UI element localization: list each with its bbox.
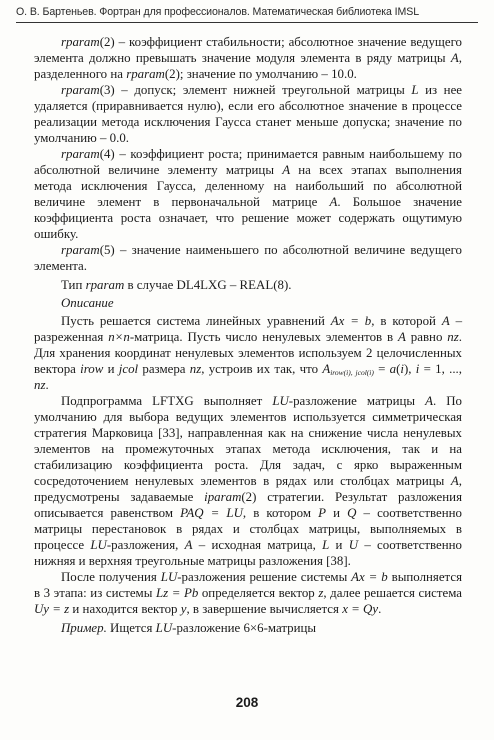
- paragraph-rparam-2: rparam(2) – коэффициент стабильности; абсолютное значение ведущего элемента должно превышать значение модуля элемента в ряду матрицы A, разделенного на rparam(2); значение по умолчанию – 10.0.: [34, 35, 462, 81]
- paragraph-sparse-storage: Пусть решается система линейных уравнений Ax = b, в которой A – разреженная n×n-матрица. Пусть число ненулевых элементов в A равно nz. Для хранения координат ненулевых элементов используем 2 целочисленных вектора irow и jcol размера nz, устроив их так, что $A_{irow(i), jcol(i)} = a(i)$, i = 1, ..., nz.: [34, 314, 463, 392]
- running-header: О. В. Бартеньев. Фортран для профессионалов. Математическая библиотека IMSL: [16, 6, 420, 18]
- paragraph-rparam-4: rparam(4) – коэффициент роста; принимается равным наибольшему по абсолютной величине элементу матрицы A на всех этапах выполнения метода исключения Гаусса, деленному на наибольший по абсолютной величине элемент в первоначальной матрице A. Большое значение коэффициента роста означает, что решение может содержать ощутимую ошибку.: [34, 147, 463, 241]
- paragraph-example: Пример. Ищется LU-разложение 6×6-матрицы: [61, 621, 317, 635]
- paragraph-solution-steps: После получения LU-разложения решение системы Ax = b выполняется в 3 этапа: из системы Lz = Pb определяется вектор z, далее решается система Uy = z и находится вектор y, в завершение вычисляется x = Qy.: [34, 570, 463, 616]
- section-heading-description: Описание: [61, 296, 114, 310]
- page-body: [34, 34, 462, 636]
- paragraph-rparam-type: Тип rparam в случае DL4LXG – REAL(8).: [61, 278, 292, 292]
- paragraph-rparam-5: rparam(5) – значение наименьшего по абсолютной величине ведущего элемента.: [34, 243, 462, 273]
- paragraph-rparam-3: rparam(3) – допуск; элемент нижней треугольной матрицы L из нее удаляется (приравнивается нулю), если его абсолютное значение в процессе реализации метода исключения Гаусса станет меньше допуска; значение по умолчанию – 0.0.: [34, 83, 463, 145]
- header-rule: [16, 22, 478, 23]
- page-number: 208: [235, 695, 259, 710]
- paragraph-lftxg: Подпрограмма LFTXG выполняет LU-разложение матрицы A. По умолчанию для выбора ведущих элементов используется симметрическая стратегия Марковица [33], направленная как на снижение числа ненулевых элементов на промежуточных этапах метода исключения, так и на стабилизацию коэффициента роста. Для задач, с ярко выраженным сосредоточением ненулевых элементов в рядах или столбцах матрицы A, предусмотрены задаваемые iparam(2) стратегии. Результат разложения описывается равенством PAQ = LU, в котором P и Q – соответственно матрицы перестановок в рядах и столбцах матрицы, выполняемых в процессе LU-разложения, A – исходная матрица, L и U – соответственно нижняя и верхняя треугольные матрицы разложения [38].: [34, 394, 462, 568]
